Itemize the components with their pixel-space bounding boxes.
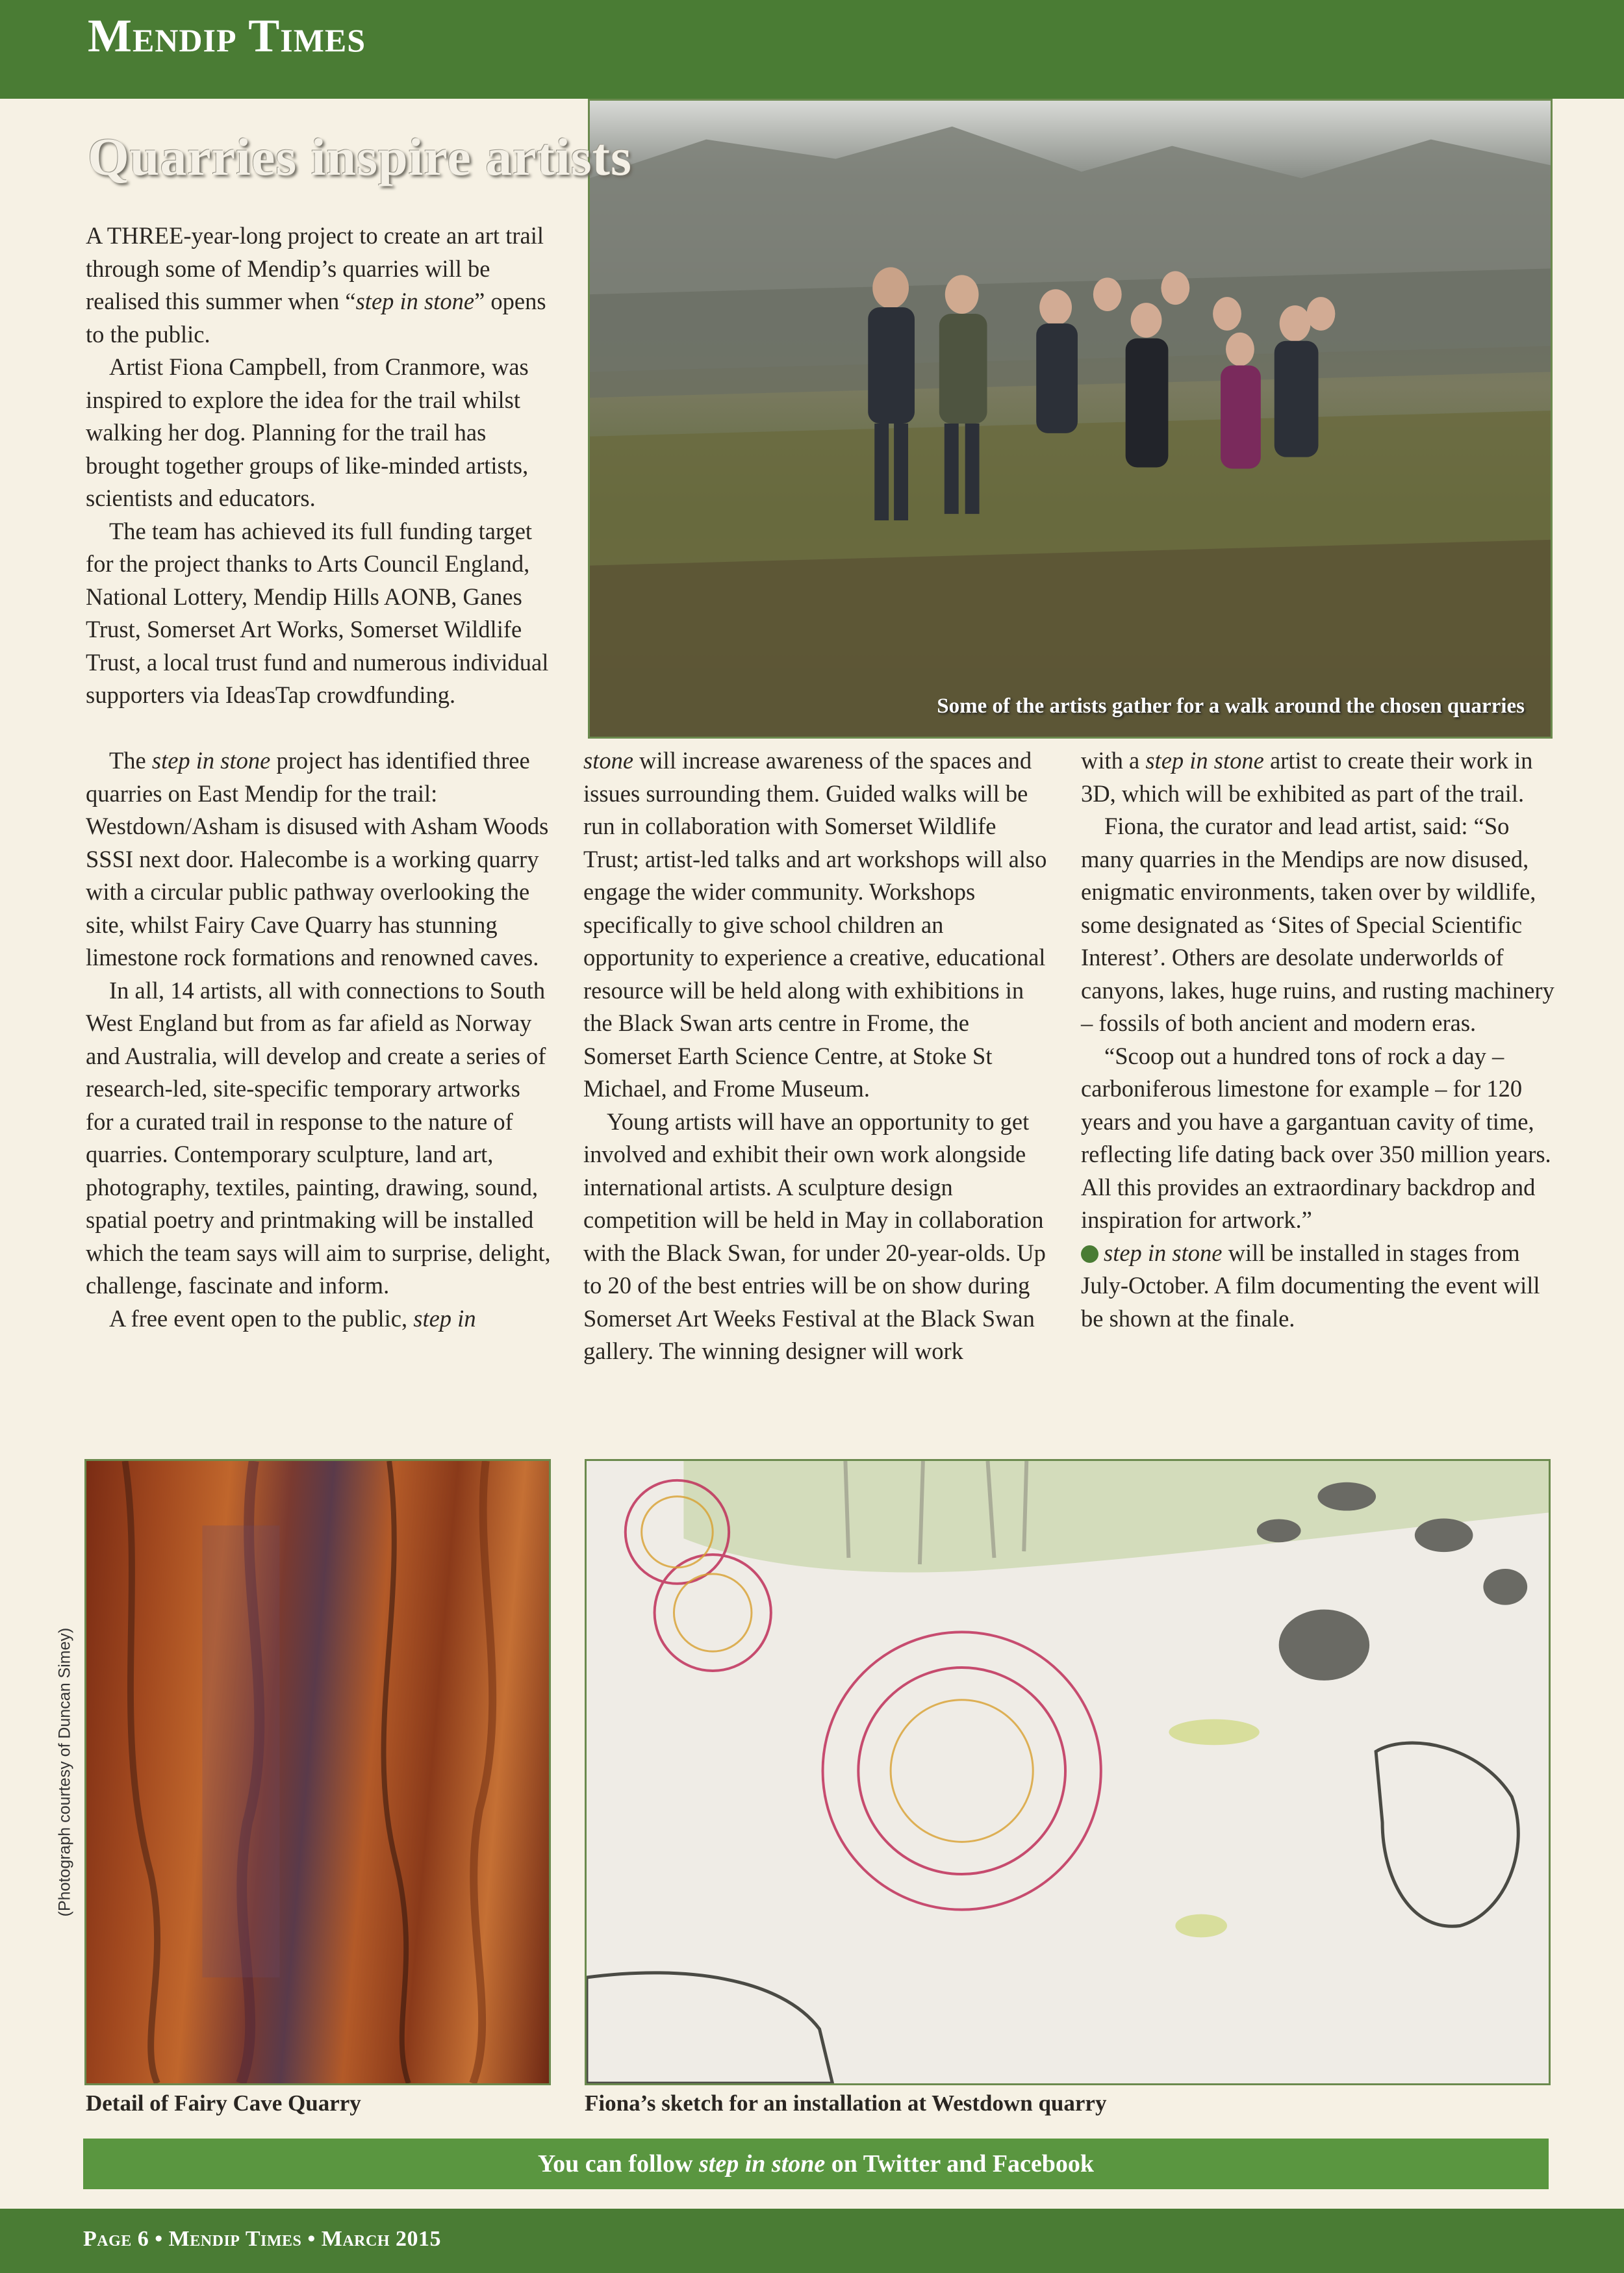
paragraph-bullet: step in stone will be installed in stages from July-October. A film documenting the event will be shown at the finale. <box>1081 1239 1540 1332</box>
fairy-cave-quarry-photo <box>84 1459 551 2085</box>
sketch-caption: Fiona’s sketch for an installation at Westdown quarry <box>585 2090 1107 2116</box>
page-footer <box>0 2209 1624 2273</box>
paragraph: Young artists will have an opportunity to get involved and exhibit their own work alongside international artists. A sculpture design competition will be held in May in collaboration with the Black Swan, for under 20-year-olds. Up to 20 of the best entries will be on show during Somerset Art Weeks Festival at the Black Swan gallery. The winning designer will work <box>583 1108 1046 1364</box>
sketch-illustration <box>587 1461 1549 2083</box>
rock-texture-illustration <box>86 1461 549 2083</box>
paragraph: with a step in stone artist to create their work in 3D, which will be exhibited as part of the trail. <box>1081 747 1533 807</box>
paragraph: The team has achieved its full funding target for the project thanks to Arts Council England, National Lottery, Mendip Hills AONB, Ganes Trust, Somerset Art Works, Somerset Wildlife Trust, a local trust fund and numerous individual supporters via IdeasTap crowdfunding. <box>86 517 549 708</box>
fairy-cave-caption: Detail of Fairy Cave Quarry <box>86 2090 361 2116</box>
westdown-sketch-image <box>585 1459 1551 2085</box>
quarry-photo-illustration <box>590 101 1551 737</box>
follow-text-post: on Twitter and Facebook <box>825 2150 1095 2178</box>
article-column-1-top <box>86 220 553 712</box>
article-headline: Quarries inspire artists <box>88 127 632 186</box>
paragraph: In all, 14 artists, all with connections to South West England but from as far afield as Norway and Australia, will develop and create a series of research-led, site-specific temporary artworks for a curated trail in response to the nature of quarries. Contemporary sculpture, land art, photography, textiles, painting, drawing, sound, spatial poetry and printmaking will be installed which the team says will aim to surprise, delight, challenge, fascinate and inform. <box>86 976 551 1299</box>
bullet-dot-icon <box>1081 1245 1098 1263</box>
artists-group-photo <box>588 99 1553 739</box>
top-photo-caption: Some of the artists gather for a walk around the chosen quarries <box>937 694 1525 718</box>
paragraph: “Scoop out a hundred tons of rock a day – carboniferous limestone for example – for 120 years and you have a gargantuan cavity of time, reflecting life dating back over 350 million years. All this provides an extraordinary backdrop and inspiration for artwork.” <box>1081 1042 1551 1233</box>
publication-title: Mendip Times <box>88 10 366 62</box>
article-column-2 <box>583 744 1054 1368</box>
paragraph: stone will increase awareness of the spaces and issues surrounding them. Guided walks will be run in collaboration with Somerset Wildlife Trust; artist-led talks and art workshops will also engage the wider community. Workshops specifically to give school children an opportunity to experience a creative, educational resource will be held along with exhibitions in the Black Swan arts centre in Frome, the Somerset Earth Science Centre, at Stoke St Michael, and Frome Museum. <box>583 747 1047 1102</box>
follow-text-pre: You can follow <box>537 2150 699 2178</box>
masthead <box>0 0 1624 99</box>
paragraph: Fiona, the curator and lead artist, said: “So many quarries in the Mendips are now disused, enigmatic environments, taken over by wildlife, some designated as ‘Sites of Special Scientific Interest’. Others are desolate underworlds of canyons, lakes, huge ruins, and rusting machinery – fossils of both ancient and modern eras. <box>1081 813 1554 1036</box>
photo-credit: (Photograph courtesy of Duncan Simey) <box>55 1627 74 1917</box>
paragraph: A free event open to the public, step in <box>109 1304 476 1332</box>
follow-banner <box>83 2139 1549 2189</box>
article-column-3 <box>1081 744 1555 1335</box>
paragraph: Artist Fiona Campbell, from Cranmore, was inspired to explore the idea for the trail whilst walking her dog. Planning for the trail has brought together groups of like-minded artists, scientists and educators. <box>86 353 529 511</box>
footer-page-info: Page 6 • Mendip Times • March 2015 <box>83 2227 442 2251</box>
paragraph: A THREE-year-long project to create an art trail through some of Mendip’s quarries will be realised this summer when “step in stone” opens to the public. <box>86 222 546 348</box>
paragraph: The step in stone project has identified three quarries on East Mendip for the trail: Westdown/Asham is disused with Asham Woods SSSI next door. Halecombe is a working quarry with a circular public pathway overlooking the site, whilst Fairy Cave Quarry has stunning limestone rock formations and renowned caves. <box>86 747 549 971</box>
follow-text-em: step in stone <box>699 2150 826 2178</box>
article-column-1-bottom <box>86 744 553 1335</box>
